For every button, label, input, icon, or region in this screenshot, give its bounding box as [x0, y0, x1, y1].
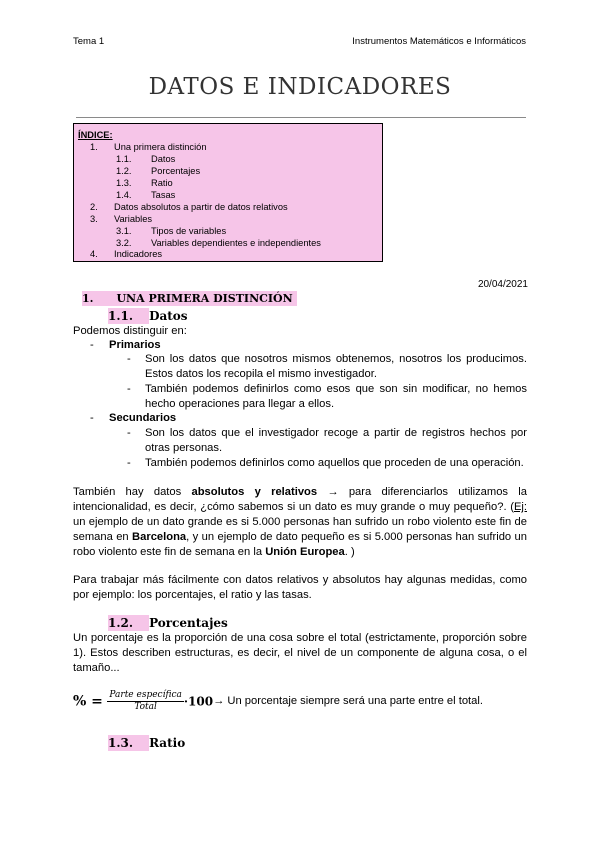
toc-entry-num: 1.2. — [116, 166, 132, 176]
toc-entry-num: 3.2. — [116, 238, 132, 248]
subsection-number: 1.1. — [108, 308, 149, 324]
page-title: DATOS E INDICADORES — [148, 74, 452, 100]
toc-entry-label: Una primera distinción — [114, 142, 207, 152]
bullet-dash: - — [127, 383, 131, 395]
subsection-heading — [108, 308, 188, 324]
subsection-number: 1.3. — [108, 735, 149, 751]
percentage-formula — [73, 690, 483, 713]
formula-fraction — [107, 690, 183, 713]
section-heading — [82, 291, 297, 306]
subsection-title: Datos — [149, 309, 188, 323]
toc-entry-label: Datos absolutos a partir de datos relativos — [114, 202, 288, 212]
subsection-heading — [108, 615, 228, 631]
secundarios-item: También podemos definirlos como aquellos que proceden de una operación. — [145, 457, 524, 469]
toc-entry-label: Datos — [151, 154, 176, 164]
bullet-dash: - — [127, 353, 131, 365]
formula-denominator: Total — [134, 702, 157, 712]
bullet-dash: - — [127, 457, 131, 469]
toc-entry-num: 1.4. — [116, 190, 132, 200]
formula-note: → Un porcentaje siempre será una parte entre el total. — [213, 695, 483, 707]
secundarios-label: Secundarios — [109, 412, 177, 424]
paragraph-absolutos-relativos: También hay datos absolutos y relativos → para diferenciarlos utilizamos la intencionalidad, es decir, ¿cómo sabemos si un dato es muy grande o muy pequeño?. (Ej: un ejemplo de un dato grande es si 5.000 personas han sufrido un robo violento este fin de semana en Barcelona, y un ejemplo de dato pequeño es si 5.000 personas han sufrido un robo violento este fin de semana en la Unión Europea. ) — [73, 486, 527, 558]
formula-lhs: % = — [73, 693, 103, 710]
intro-text: Podemos distinguir en: — [73, 325, 187, 337]
subsection-title: Porcentajes — [149, 616, 228, 630]
toc-entry-label: Porcentajes — [151, 166, 201, 176]
primarios-label: Primarios — [109, 339, 161, 351]
section-title: UNA PRIMERA DISTINCIÓN — [116, 292, 293, 305]
header-left: Tema 1 — [73, 36, 105, 47]
toc-entry-label: Indicadores — [114, 249, 163, 259]
toc-entry-label: Variables dependientes e independientes — [151, 238, 321, 248]
title-divider — [76, 117, 526, 118]
bullet-dash: - — [90, 412, 94, 424]
document-date: 20/04/2021 — [477, 279, 528, 290]
subsection-number: 1.2. — [108, 615, 149, 631]
section-number: 1. — [82, 292, 94, 305]
toc-heading: ÍNDICE: — [78, 130, 113, 140]
table-of-contents — [73, 123, 383, 262]
toc-entry-num: 1.1. — [116, 154, 132, 164]
toc-entry-label: Variables — [114, 214, 153, 224]
secundarios-item: Son los datos que el investigador recoge a partir de registros hechos por otras personas. — [145, 427, 527, 454]
primarios-item: Son los datos que nosotros mismos obtenemos, nosotros los producimos. Estos datos los recopila el mismo investigador. — [145, 353, 527, 380]
formula-numerator: Parte específica — [109, 690, 182, 700]
toc-entry-label: Ratio — [151, 178, 173, 188]
bullet-dash: - — [127, 427, 131, 439]
paragraph-porcentaje: Un porcentaje es la proporción de una cosa sobre el total (estrictamente, proporción sobre 1). Estos describen estructuras, es decir, el nivel de un componente de alguna cosa, o el tamaño... — [73, 632, 527, 674]
toc-entry-num: 3. — [90, 214, 98, 224]
toc-entry-num: 3.1. — [116, 226, 132, 236]
paragraph-medidas: Para trabajar más fácilmente con datos relativos y absolutos hay algunas medidas, como por ejemplo: los porcentajes, el ratio y las tasas. — [73, 574, 527, 601]
toc-entry-num: 2. — [90, 202, 98, 212]
toc-entry-num: 1.3. — [116, 178, 132, 188]
primarios-item: También podemos definirlos como esos que son sin modificar, no hemos hecho operaciones para llegar a ellos. — [145, 383, 527, 410]
header-right: Instrumentos Matemáticos e Informáticos — [352, 36, 526, 47]
subsection-heading — [108, 735, 185, 751]
formula-multiplier: ·100 — [183, 694, 214, 709]
subsection-title: Ratio — [149, 736, 186, 750]
bullet-dash: - — [90, 339, 94, 351]
toc-entry-label: Tipos de variables — [151, 226, 227, 236]
toc-entry-label: Tasas — [151, 190, 176, 200]
toc-entry-num: 4. — [90, 249, 98, 259]
toc-entry-num: 1. — [90, 142, 98, 152]
